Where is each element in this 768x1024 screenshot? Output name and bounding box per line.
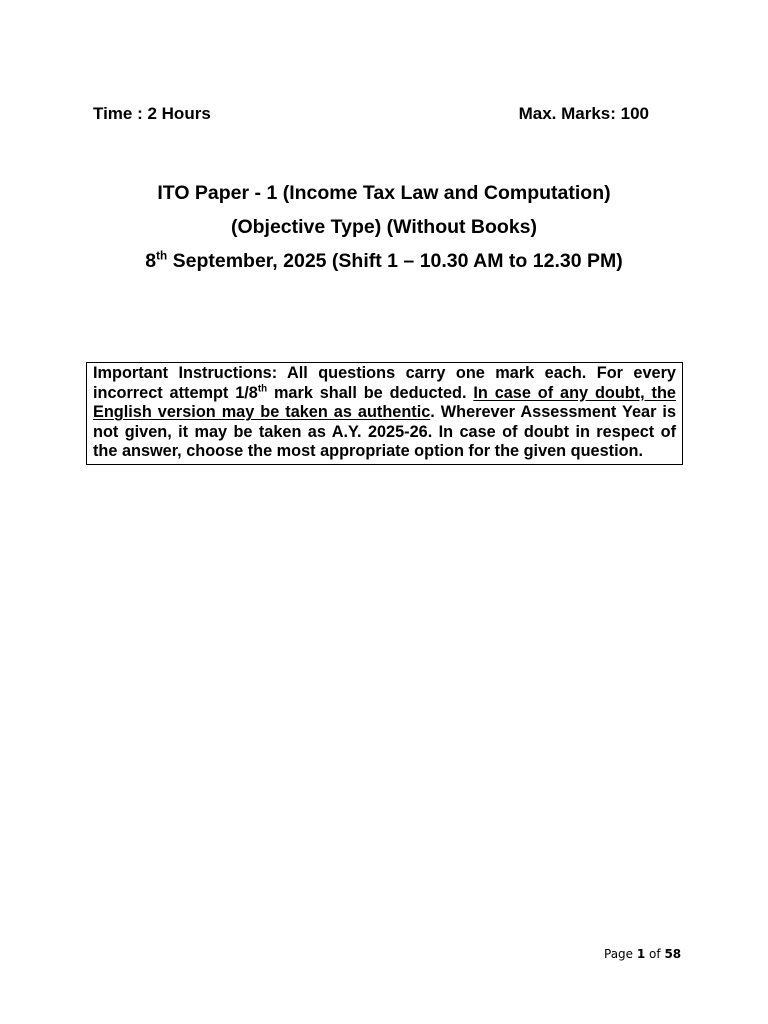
header-row (93, 104, 649, 124)
paper-title: ITO Paper - 1 (Income Tax Law and Computation) (157, 182, 611, 204)
paper-subtitle: (Objective Type) (Without Books) (230, 216, 538, 238)
instructions-part3: . Wherever Assessment Year is not given, it may be taken as A.Y. 2025-26. In case of doubt in respect of the answer, choose the most appropriate option for the given question. (93, 403, 676, 461)
paper-title-block (0, 181, 768, 283)
page-footer (604, 947, 681, 961)
time-label: Time : 2 Hours (93, 104, 211, 123)
page-of: of (645, 947, 665, 961)
instructions-box (86, 362, 683, 465)
page-number: 1 (636, 947, 646, 961)
exam-date-suffix: th (156, 249, 168, 263)
exam-date-day: 8 (145, 250, 157, 272)
page-prefix: Page (604, 947, 637, 961)
instructions-part1: Important Instructions: All questions carry one mark each. For every incorrect attempt 1/8 (93, 364, 676, 402)
max-marks-label: Max. Marks: 100 (518, 104, 649, 123)
exam-date (0, 249, 768, 283)
page-total: 58 (664, 947, 682, 961)
exam-date-rest: September, 2025 (Shift 1 – 10.30 AM to 12.30 PM) (167, 250, 623, 272)
instructions-part2: mark shall be deducted. (267, 383, 474, 402)
instructions-underlined: In case of any doubt, the English version may be taken as authentic (93, 383, 676, 422)
instructions-sup: th (257, 383, 268, 395)
